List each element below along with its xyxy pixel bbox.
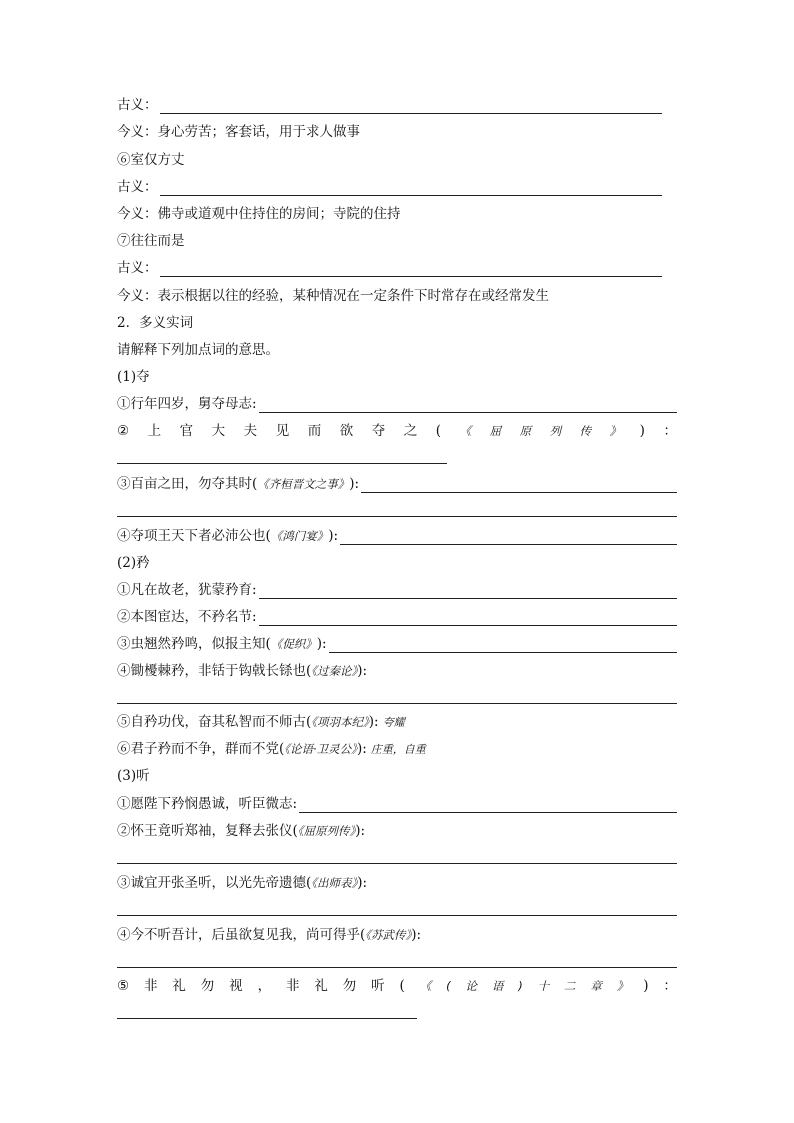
answer-blank[interactable] (259, 584, 677, 599)
source-title: 《齐桓晋文之事》 (257, 477, 350, 491)
gu-yi-row-3 (117, 259, 662, 277)
char: ) (643, 978, 649, 994)
char: 见 (275, 423, 290, 439)
item-end: ): (368, 714, 379, 730)
char: 传 (579, 424, 592, 438)
answer-blank[interactable] (160, 181, 663, 196)
char: 《 (459, 424, 472, 438)
answer-text: 夸耀 (382, 716, 405, 729)
char: 《 (419, 979, 432, 993)
char: 官 (179, 423, 194, 439)
char: ( (435, 423, 442, 439)
item-text: ③百亩之田，勿夺其时( (117, 476, 258, 492)
item-text: ②怀王竟听郑袖，复释去张仪( (117, 823, 298, 839)
char: 夺 (371, 423, 386, 439)
char: 语 (491, 979, 504, 993)
answer-blank[interactable] (117, 516, 677, 517)
answer-blank[interactable] (361, 478, 677, 493)
char: 》 (609, 424, 622, 438)
char: 十 (537, 979, 550, 993)
char: 章 (590, 979, 602, 993)
ting-item-5 (117, 977, 677, 995)
item-text: ⑥君子矜而不争，群而不党( (117, 741, 285, 757)
item-text: ①愿陛下矜悯愚诚，听臣微志: (117, 796, 298, 812)
char: 》 (616, 979, 629, 993)
char: ② (117, 423, 130, 439)
jin-yi-line-2: 今义：佛寺或道观中住持住的房间；寺院的住持 (117, 206, 401, 222)
char: ( (399, 978, 405, 994)
answer-blank[interactable] (259, 611, 677, 626)
group-heading-jin: (2)矜 (117, 555, 150, 571)
char: 论 (465, 979, 477, 993)
item-end: ): (411, 927, 422, 943)
instruction: 请解释下列加点词的意思。 (117, 342, 279, 358)
char: 二 (564, 979, 576, 993)
char: 非 (285, 978, 300, 994)
item-end: ): (355, 823, 366, 839)
answer-blank[interactable] (160, 262, 663, 277)
char: ⑤ (117, 978, 130, 994)
char: 非 (144, 978, 158, 994)
char: ： (663, 978, 677, 994)
source-title: 《过秦论》 (311, 664, 358, 678)
duo-item-3 (117, 475, 677, 493)
char: 听 (371, 978, 385, 994)
gu-yi-row-2 (117, 178, 662, 196)
char: 屈 (489, 424, 502, 438)
char: 原 (519, 424, 532, 438)
item-text: ③虫翘然矜鸣，似报主知( (117, 636, 271, 652)
char: 礼 (172, 978, 186, 994)
source-title: 《出师表》 (311, 876, 358, 890)
answer-blank[interactable] (299, 798, 677, 813)
jin-yi-line-3: 今义：表示根据以往的经验，某种情况在一定条件下时常存在或经常发生 (117, 288, 549, 304)
item-text: ③诚宜开张圣听，以光先帝遗德( (117, 875, 312, 891)
char: 勿 (200, 978, 215, 994)
gu-yi-row-1 (117, 96, 662, 114)
char: 列 (549, 424, 562, 438)
section-title: 2．多义实词 (117, 315, 194, 331)
jin-item-2 (117, 608, 677, 626)
item-end: ): (357, 663, 368, 679)
item-text: ①凡在故老，犹蒙矜育: (117, 582, 257, 598)
item-wang-wang-er-shi: ⑦往往而是 (117, 233, 185, 249)
ting-item-2 (117, 822, 365, 840)
duo-item-4 (117, 527, 677, 545)
char: 之 (403, 423, 418, 439)
jin-item-3 (117, 635, 677, 653)
answer-blank[interactable] (259, 398, 677, 413)
char: ) (518, 979, 523, 993)
item-shi-jin-fang-zhang: ⑥室仅方丈 (117, 152, 185, 168)
jin-item-5 (117, 713, 405, 732)
answer-blank[interactable] (117, 967, 677, 968)
ting-item-4 (117, 926, 421, 944)
answer-blank[interactable] (160, 99, 663, 114)
jin-item-1 (117, 581, 677, 599)
item-end: ): (349, 476, 360, 492)
item-end: ): (328, 528, 339, 544)
char: 夫 (243, 423, 258, 439)
answer-blank[interactable] (329, 638, 677, 653)
gu-yi-label: 古义： (117, 260, 158, 276)
item-text: ⑤自矜功伐，奋其私智而不师古( (117, 714, 312, 730)
char: ) (639, 423, 645, 439)
group-heading-duo: (1)夺 (117, 369, 150, 385)
answer-blank[interactable] (117, 703, 677, 704)
answer-blank[interactable] (117, 463, 447, 464)
ting-item-1 (117, 795, 677, 813)
item-text: ④今不听吾计，后虽欲复见我，尚可得乎( (117, 927, 366, 943)
duo-item-2 (117, 422, 677, 440)
item-end: ): (316, 636, 327, 652)
group-heading-ting: (3)听 (117, 768, 150, 784)
answer-blank[interactable] (117, 863, 677, 864)
source-title: 《论语·卫灵公》 (284, 742, 357, 756)
char: 欲 (339, 423, 354, 439)
item-text: ④夺项王天下者必沛公也( (117, 528, 271, 544)
item-text: ②本图宦达，不矜名节: (117, 609, 257, 625)
source-title: 《苏武传》 (365, 928, 412, 942)
gu-yi-label: 古义： (117, 179, 158, 195)
char: ： (663, 423, 677, 439)
char: ( (446, 979, 451, 993)
char: 视 (229, 978, 243, 994)
source-title: 《项羽本纪》 (311, 715, 369, 729)
source-title: 《促织》 (270, 637, 317, 651)
answer-blank[interactable] (117, 915, 677, 916)
item-text: ①行年四岁，舅夺母志: (117, 396, 257, 412)
char: 而 (307, 423, 322, 439)
char: 勿 (342, 978, 357, 994)
ting-item-3 (117, 874, 367, 892)
duo-item-1 (117, 395, 677, 413)
item-end: ): (357, 875, 368, 891)
char: ， (257, 978, 272, 994)
char: 大 (211, 423, 226, 439)
char: 礼 (314, 978, 328, 994)
jin-item-4 (117, 662, 367, 680)
answer-text: 庄重，自重 (370, 743, 426, 756)
item-end: ): (356, 741, 367, 757)
answer-blank[interactable] (117, 1018, 417, 1019)
gu-yi-label: 古义： (117, 97, 158, 113)
answer-blank[interactable] (340, 530, 677, 545)
source-title: 《屈原列传》 (297, 824, 356, 838)
item-text: ④锄櫌棘矜，非铦于钩戟长铩也( (117, 663, 312, 679)
jin-yi-line-1: 今义：身心劳苦；客套话，用于求人做事 (117, 124, 360, 140)
source-title: 《鸿门宴》 (270, 529, 329, 543)
char: 上 (147, 423, 162, 439)
jin-item-6 (117, 740, 426, 759)
